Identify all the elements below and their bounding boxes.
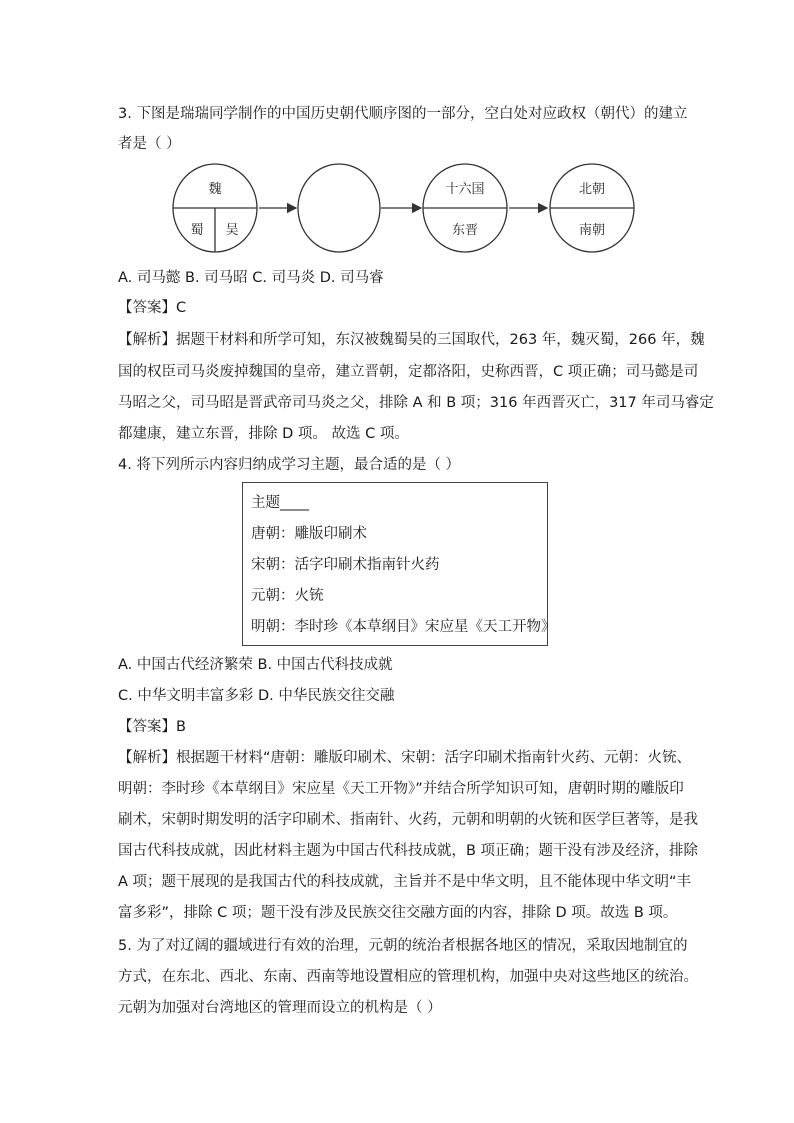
- dynasty-diagram-svg: [168, 160, 688, 256]
- circle3-bottom-label: 东晋: [451, 223, 479, 238]
- dynasty-sequence-diagram: [168, 160, 688, 256]
- circle-blank: [298, 164, 380, 252]
- q3-analysis-line-1: 【解析】据题干材料和所学可知，东汉被魏蜀吴的三国取代，263 年，魏灭蜀，266 年，魏: [118, 332, 705, 348]
- topic-box-tang: 唐朝：雕版印刷术: [251, 526, 367, 542]
- q4-analysis-line-2: 明朝：李时珍《本草纲目》宋应星《天工开物》”并结合所学知识可知，唐朝时期的雕版印: [118, 781, 684, 797]
- circle1-top-label: 魏: [208, 182, 222, 197]
- q3-analysis-line-4: 都建康，建立东晋，排除 D 项。 故选 C 项。: [118, 426, 409, 442]
- q5-stem-line-1: 5. 为了对辽阔的疆域进行有效的治理，元朝的统治者根据各地区的情况，采取因地制宜的: [118, 938, 688, 954]
- q4-options-line-1: A. 中国古代经济繁荣 B. 中国古代科技成就: [118, 657, 393, 673]
- q3-analysis-line-2: 国的权臣司马炎废掉魏国的皇帝，建立晋朝，定都洛阳，史称西晋，C 项正确；司马懿是司: [118, 364, 699, 380]
- q4-analysis-line-3: 刷术，宋朝时期发明的活字印刷术、指南针、火药，元朝和明朝的火铳和医学巨著等，是我: [118, 812, 698, 828]
- circle-three-kingdoms: [173, 164, 257, 252]
- q4-options-line-2: C. 中华文明丰富多彩 D. 中华民族交往交融: [118, 688, 395, 704]
- q4-answer: 【答案】B: [118, 719, 186, 735]
- q5-stem-line-3: 元朝为加强对台湾地区的管理而设立的机构是（ ）: [118, 1000, 442, 1016]
- q4-analysis-line-1: 【解析】根据题干材料“唐朝：雕版印刷术、宋朝：活字印刷术指南针火药、元朝：火铳、: [118, 750, 692, 766]
- q3-answer: 【答案】C: [118, 300, 187, 316]
- q5-stem-line-2: 方式，在东北、西北、东南、西南等地设置相应的管理机构，加强中央对这些地区的统治。: [118, 969, 698, 985]
- topic-box-ming: 明朝：李时珍《本草纲目》宋应星《天工开物》: [251, 619, 556, 635]
- q4-stem: 4. 将下列所示内容归纳成学习主题，最合适的是（ ）: [118, 457, 461, 473]
- circle3-top-label: 十六国: [445, 182, 485, 197]
- circle4-bottom-label: 南朝: [578, 223, 606, 238]
- circle1-bottom-left-label: 蜀: [190, 223, 204, 238]
- topic-box-yuan: 元朝：火铳: [251, 588, 324, 604]
- topic-box: [242, 482, 556, 646]
- topic-box-title: 主题____: [251, 495, 309, 511]
- circle-sixteen-kingdoms: [423, 164, 507, 252]
- topic-box-song: 宋朝：活字印刷术指南针火药: [251, 557, 440, 573]
- circle1-bottom-right-label: 吴: [225, 223, 239, 238]
- q3-stem-line-1: 3. 下图是瑞瑞同学制作的中国历史朝代顺序图的一部分，空白处对应政权（朝代）的建立: [118, 106, 688, 122]
- circle4-top-label: 北朝: [578, 182, 606, 197]
- circle-northern-southern: [550, 164, 634, 252]
- q3-options: A. 司马懿 B. 司马昭 C. 司马炎 D. 司马睿: [118, 270, 384, 286]
- q4-analysis-line-4: 国古代科技成就，因此材料主题为中国古代科技成就，B 项正确；题干没有涉及经济，排除: [118, 843, 699, 859]
- q3-stem-line-2: 者是（ ）: [118, 136, 181, 152]
- q4-analysis-line-6: 富多彩”，排除 C 项；题干没有涉及民族交往交融方面的内容，排除 D 项。故选 B 项。: [118, 905, 678, 921]
- q3-analysis-line-3: 马昭之父，司马昭是晋武帝司马炎之父，排除 A 和 B 项；316 年西晋灭亡，317 年司马睿定: [118, 395, 714, 411]
- q4-analysis-line-5: A 项；题干展现的是我国古代的科技成就，主旨并不是中华文明，且不能体现中华文明“丰: [118, 874, 692, 890]
